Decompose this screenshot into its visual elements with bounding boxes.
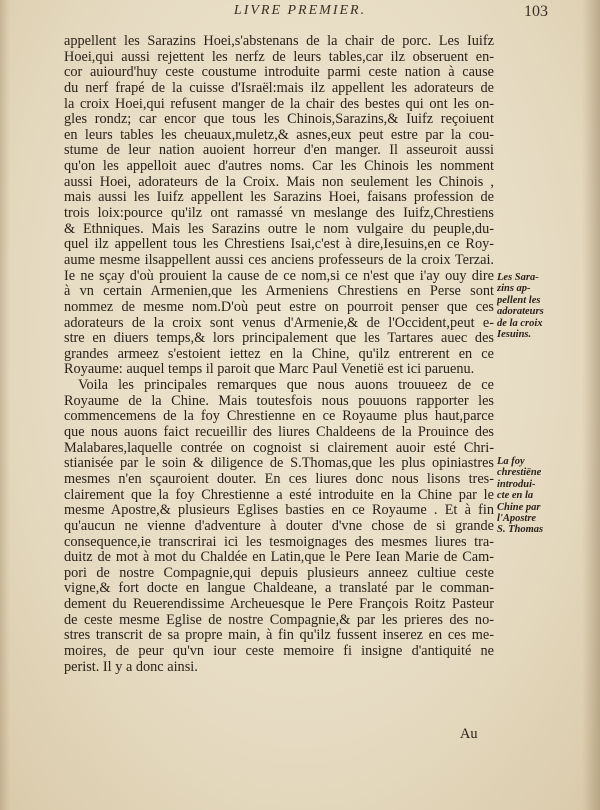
text-line: aume mesme ilsappellent aussi ces anciens professeurs de la croix Terzai. bbox=[64, 252, 494, 268]
text-line: Royaume: auquel temps il paroit que Marc Paul Venetië est ici paruenu. bbox=[64, 362, 475, 378]
text-line: Voila les principales remarques que nous auons trouueez de ce bbox=[78, 378, 494, 394]
margin-note-line: Iesuins. bbox=[497, 329, 532, 341]
running-head: LIVRE PREMIER. bbox=[233, 3, 367, 18]
text-line: de ceste mesme Eglise de nostre Compagnie,& par les prieres des no- bbox=[64, 612, 494, 628]
page-gutter-shadow bbox=[0, 0, 10, 810]
page-edge-shadow bbox=[582, 0, 600, 810]
margin-note-line: La foy bbox=[497, 456, 525, 467]
margin-note-line: pellent les bbox=[497, 294, 541, 306]
text-line: la croix Hoei,qui refusent manger de la chair des bestes qui ont les on- bbox=[64, 96, 494, 112]
text-line: vigne,& fort docte en langue Chaldeane, a translaté par le comman- bbox=[64, 581, 494, 597]
text-line: à vn certain Armenien,que les Armeniens Chrestiens en Perse sont bbox=[64, 284, 494, 300]
margin-note-line: Les Sara- bbox=[497, 272, 539, 283]
margin-note-line: Chine par bbox=[497, 501, 541, 513]
page-header bbox=[0, 0, 600, 30]
text-line: en leurs tables les cheuaux,muletz,& asnes,eux peut estre par la cou- bbox=[64, 127, 494, 143]
text-line: adorateurs de la croix sont venus d'Armenie,& de l'Occident,peut e- bbox=[64, 315, 494, 331]
margin-note-sarazins bbox=[497, 272, 561, 340]
text-line: trois loix:pource qu'ilz ont ramassé vn meslange des Iuifz,Chrestiens bbox=[64, 206, 494, 222]
margin-note-line: zins ap- bbox=[497, 283, 531, 295]
text-line: mais aussi les Iuifz appellent les Sarazins Hoei, faisans profession de bbox=[64, 190, 494, 206]
margin-note-line: adorateurs bbox=[497, 306, 544, 318]
text-line: duitz de mot à mot du Chaldée en Latin,que le Pere Iean Marie de Cam- bbox=[64, 550, 494, 566]
text-line: clairement que la foy Chrestienne a esté introduite en la Chine par le bbox=[64, 487, 494, 503]
text-line: Ie ne sçay d'où prouient la cause de ce nom,si ce n'est que i'ay ouy dire bbox=[64, 268, 494, 284]
text-line: stres transcrit de sa propre main, à fin qu'ilz fussent inserez en ces me- bbox=[64, 628, 494, 644]
text-line: grandes armeez s'estoient iettez en la Chine, qu'ilz entrerent en ce bbox=[64, 346, 494, 362]
text-line: qu'aucun ne vienne d'adventure à douter d'vne chose de si grande bbox=[64, 518, 494, 534]
text-line: commencemens de la foy Chrestienne en ce Royaume plus haut,parce bbox=[64, 409, 494, 425]
text-line: moires, de peur qu'vn iour ceste memoire fi insigne d'antiquité ne bbox=[64, 643, 494, 659]
text-line: & Ethniques. Mais les Sarazins outre le nom vulgaire du peuple,du- bbox=[64, 221, 494, 237]
text-line: mesmes n'en sçauroient douter. En ces liures donc nous lisons tres- bbox=[64, 471, 494, 487]
text-line: gles rondz; car encor que tous les Chinois,Sarazins,& Iuifz reçoiuent bbox=[64, 112, 494, 128]
margin-note-line: introdui- bbox=[497, 478, 536, 490]
text-line: Hoei,qui aussi rejettent les nerfz de leurs tables,car ilz obseruent en- bbox=[64, 49, 494, 65]
margin-note-line: S. Thomas bbox=[497, 524, 544, 536]
text-line: consequence,ie transcrirai ici les tesmoignages des mesmes liures tra- bbox=[64, 534, 494, 550]
catchword: Au bbox=[460, 726, 478, 742]
main-text-block bbox=[64, 34, 494, 675]
text-line: perist. Il y a donc ainsi. bbox=[64, 659, 198, 675]
margin-note-foy-chrestienne bbox=[497, 456, 561, 536]
margin-note-line: l'Apostre bbox=[497, 513, 537, 525]
text-line: Malabares,laquelle contrée on cognoist si clairement auoir esté Chri- bbox=[64, 440, 494, 456]
text-line: nommez de mesme nom.D'où peut estre on pourroit penser que ces bbox=[64, 299, 494, 315]
text-line: Royaume de la Chine. Mais toutesfois nous pouuons rapporter les bbox=[64, 393, 494, 409]
margin-note-line: de la croix bbox=[497, 317, 543, 329]
text-line: cor auiourd'huy ceste coustume introduite parmi ceste nation à cause bbox=[64, 65, 494, 81]
text-line: du nerf frapé de la cuisse d'Israël:mais ilz appellent les adorateurs de bbox=[64, 80, 494, 96]
text-line: stianisée par le soin & diligence de S.Thomas,que les plus opiniastres bbox=[64, 456, 494, 472]
text-line: pori de nostre Compagnie,qui depuis plusieurs anneez cultiue ceste bbox=[64, 565, 494, 581]
text-line: dement du Reuerendissime Archeuesque le Pere François Roitz Pasteur bbox=[64, 597, 494, 613]
text-line: aussi Hoei, adorateurs de la Croix. Mais non seulement les Chinois , bbox=[64, 174, 494, 190]
margin-note-line: cte en la bbox=[497, 490, 534, 502]
text-line: stre en diuers temps,& lors principalement que les Tartares auec des bbox=[64, 331, 494, 347]
text-line: mesme Apostre,& plusieurs Eglises basties en ce Royaume . Et à fin bbox=[64, 503, 494, 519]
text-line: appellent les Sarazins Hoei,s'abstenans de la chair de porc. Les Iuifz bbox=[64, 34, 494, 49]
text-line: que nous auons faict recueillir des liures Chaldeens de la Prouince des bbox=[64, 425, 494, 441]
text-line: qu'on les appelloit auec d'autres noms. Car les Chinois les nomment bbox=[64, 159, 494, 175]
text-line: stume de leur nation auoient horreur d'en manger. Il asseuroit aussi bbox=[64, 143, 494, 159]
margin-note-line: chrestiëne bbox=[497, 467, 542, 479]
page-number: 103 bbox=[524, 3, 548, 20]
text-line: quel ilz appellent tous les Chrestiens Isai,c'est à dire,Iesuins,en ce Roy- bbox=[64, 237, 494, 253]
